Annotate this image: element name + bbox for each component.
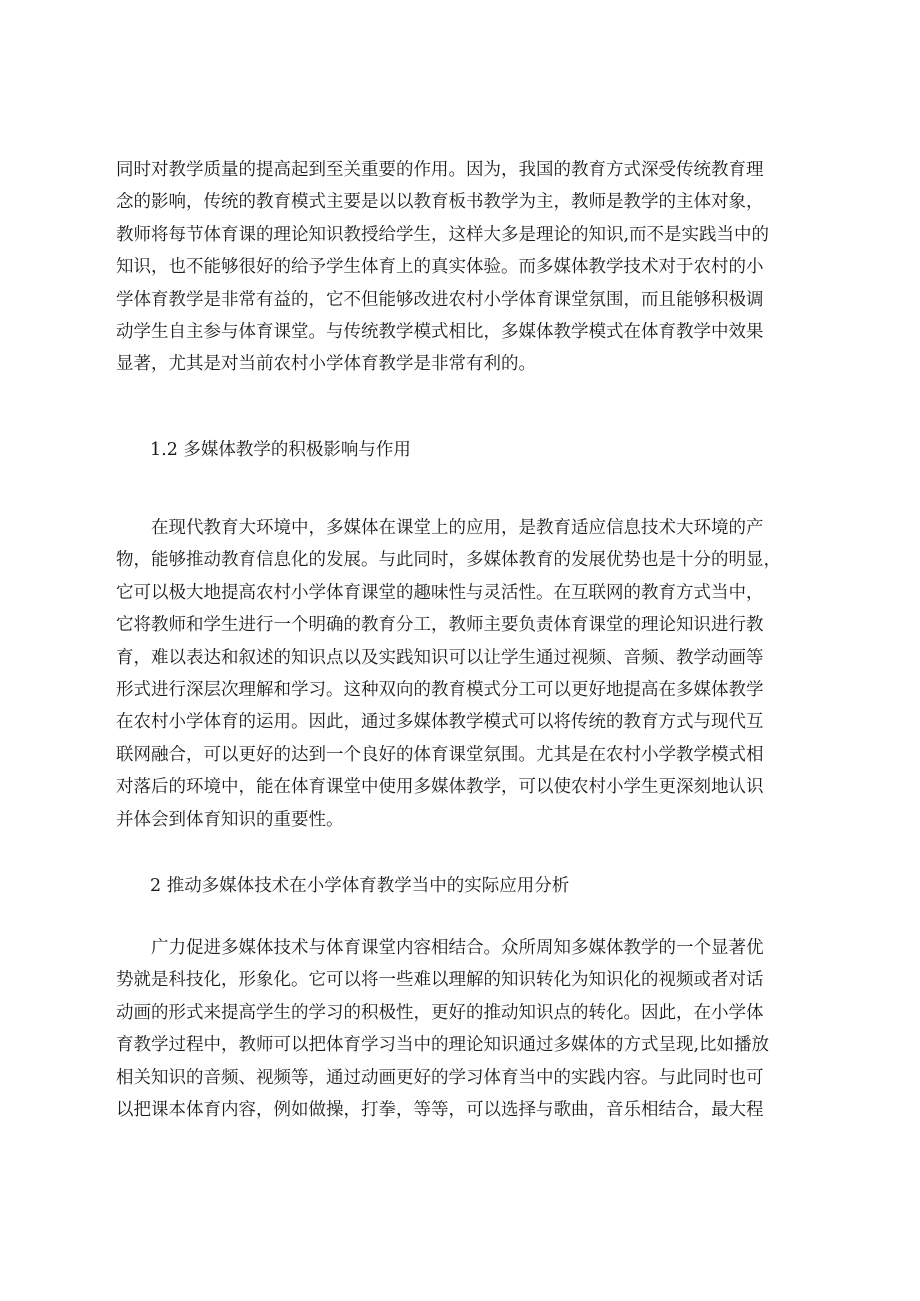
paragraph-3 — [116, 932, 806, 1126]
paragraph-line: 并体会到体育知识的重要性。 — [116, 809, 344, 830]
paragraph-line: 育教学过程中，教师可以把体育学习当中的理论知识通过多媒体的方式呈现,比如播放 — [116, 1035, 770, 1056]
paragraph-line: 联网融合，可以更好的达到一个良好的体育课堂氛围。尤其是在农村小学教学模式相 — [116, 744, 764, 765]
paragraph-line: 势就是科技化，形象化。它可以将一些难以理解的知识转化为知识化的视频或者对话 — [116, 970, 764, 991]
paragraph-line: 广力促进多媒体技术与体育课堂内容相结合。众所周知多媒体教学的一个显著优 — [151, 938, 764, 958]
section-heading-2: 2 推动多媒体技术在小学体育教学当中的实际应用分析 — [150, 876, 570, 896]
paragraph-line: 同时对教学质量的提高起到至关重要的作用。因为，我国的教育方式深受传统教育理 — [116, 160, 764, 180]
paragraph-line: 教师将每节体育课的理论知识教授给学生，这样大多是理论的知识,而不是实践当中的 — [116, 224, 770, 245]
section-heading-1-2: 1.2 多媒体教学的积极影响与作用 — [150, 440, 411, 460]
paragraph-line: 对落后的环境中，能在体育课堂中使用多媒体教学，可以使农村小学生更深刻地认识 — [116, 777, 764, 798]
paragraph-line: 育，难以表达和叙述的知识点以及实践知识可以让学生通过视频、音频、教学动画等 — [116, 647, 764, 668]
paragraph-line: 物，能够推动教育信息化的发展。与此同时，多媒体教育的发展优势也是十分的明显， — [116, 550, 781, 571]
paragraph-line: 以把课本体育内容，例如做操，打拳，等等，可以选择与歌曲，音乐相结合，最大程 — [116, 1099, 764, 1120]
paragraph-line: 形式进行深层次理解和学习。这种双向的教育模式分工可以更好地提高在多媒体教学 — [116, 679, 764, 700]
paragraph-line: 知识，也不能够很好的给予学生体育上的真实体验。而多媒体教学技术对于农村的小 — [116, 257, 764, 278]
paragraph-line: 在现代教育大环境中，多媒体在课堂上的应用，是教育适应信息技术大环境的产 — [151, 518, 764, 538]
paragraph-line: 动学生自主参与体育课堂。与传统教学模式相比，多媒体教学模式在体育教学中效果 — [116, 321, 764, 342]
paragraph-line: 它将教师和学生进行一个明确的教育分工，教师主要负责体育课堂的理论知识进行教 — [116, 615, 764, 636]
paragraph-line: 显著，尤其是对当前农村小学体育教学是非常有利的。 — [116, 354, 536, 375]
paragraph-line: 动画的形式来提高学生的学习的积极性，更好的推动知识点的转化。因此，在小学体 — [116, 1002, 764, 1023]
paragraph-line: 念的影响，传统的教育模式主要是以以教育板书教学为主，教师是教学的主体对象， — [116, 192, 764, 213]
paragraph-line: 它可以极大地提高农村小学体育课堂的趣味性与灵活性。在互联网的教育方式当中， — [116, 582, 764, 603]
paragraph-1 — [116, 154, 806, 381]
paragraph-line: 在农村小学体育的运用。因此，通过多媒体教学模式可以将传统的教育方式与现代互 — [116, 712, 764, 733]
paragraph-line: 学体育教学是非常有益的，它不但能够改进农村小学体育课堂氛围，而且能够积极调 — [116, 289, 764, 310]
paragraph-2 — [116, 512, 806, 836]
paragraph-line: 相关知识的音频、视频等，通过动画更好的学习体育当中的实践内容。与此同时也可 — [116, 1067, 764, 1088]
